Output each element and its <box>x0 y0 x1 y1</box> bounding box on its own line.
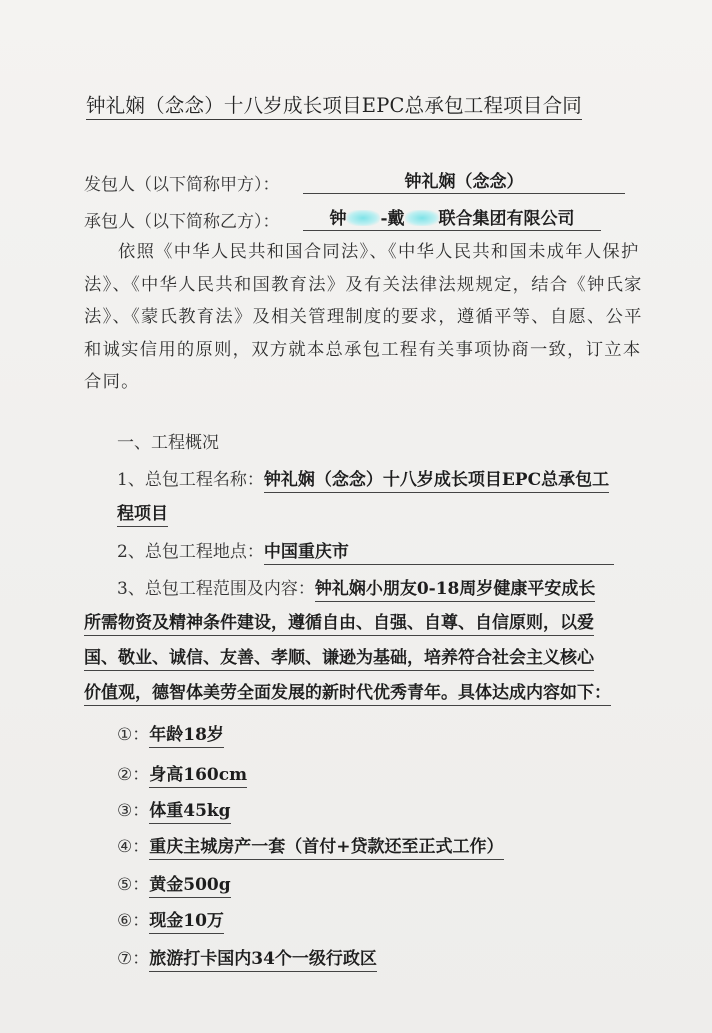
redaction-blur <box>346 210 380 226</box>
project-name-value-cont: 程项目 <box>117 504 168 527</box>
deliverable-item <box>117 760 247 785</box>
deliverable-item <box>117 906 224 931</box>
project-name-row-cont <box>117 499 168 524</box>
project-scope-row-2 <box>84 608 594 633</box>
section-heading: 一、工程概况 <box>117 433 219 453</box>
deliverable-text: 年龄18岁 <box>149 725 224 748</box>
deliverable-marker: ③： <box>117 801 150 821</box>
deliverable-text: 重庆主城房产一套（首付+贷款还至正式工作） <box>149 837 503 860</box>
project-name-label: 1、总包工程名称： <box>117 470 264 490</box>
project-scope-row-4 <box>84 678 611 703</box>
party-a-label: 发包人（以下简称甲方）： <box>84 175 280 195</box>
deliverable-item <box>117 870 231 895</box>
deliverable-marker: ⑦： <box>117 949 150 969</box>
party-b-value-suffix: 联合集团有限公司 <box>438 209 575 229</box>
deliverable-marker: ⑥： <box>117 911 150 931</box>
deliverable-text: 现金10万 <box>149 911 224 934</box>
project-scope-label: 3、总包工程范围及内容： <box>117 579 315 599</box>
project-location-value: 中国重庆市 <box>264 537 614 565</box>
deliverable-marker: ⑤： <box>117 875 150 895</box>
project-scope-value: 钟礼娴小朋友0-18周岁健康平安成长 <box>315 579 596 602</box>
party-b-label: 承包人（以下简称乙方）： <box>84 212 280 232</box>
project-name-value: 钟礼娴（念念）十八岁成长项目EPC总承包工 <box>264 470 609 493</box>
project-location-label: 2、总包工程地点： <box>117 542 264 562</box>
deliverable-text: 黄金500g <box>149 875 230 898</box>
party-b-value-mid: -戴 <box>380 209 405 229</box>
project-scope-value-2: 所需物资及精神条件建设，遵循自由、自强、自尊、自信原则，以爱 <box>84 613 594 636</box>
deliverable-item <box>117 720 224 745</box>
redaction-blur <box>405 210 439 226</box>
deliverable-item <box>117 796 231 821</box>
project-scope-row-3 <box>84 643 594 668</box>
party-a-value: 钟礼娴（念念） <box>303 167 625 194</box>
project-scope-row <box>117 574 595 599</box>
project-scope-value-4: 价值观，德智体美劳全面发展的新时代优秀青年。具体达成内容如下： <box>84 683 611 706</box>
party-b-value <box>303 204 601 231</box>
deliverable-item <box>117 832 504 857</box>
deliverable-item <box>117 944 377 969</box>
deliverable-text: 身高160cm <box>149 765 247 788</box>
deliverable-marker: ②： <box>117 765 150 785</box>
project-scope-value-3: 国、敬业、诚信、友善、孝顺、谦逊为基础，培养符合社会主义核心 <box>84 648 594 671</box>
project-location-row <box>117 537 614 565</box>
preamble-paragraph: 依照《中华人民共和国合同法》、《中华人民共和国未成年人保护法》、《中华人民共和国教育法》及有关法律法规规定，结合《钟氏家法》、《蒙氏教育法》及相关管理制度的要求，遵循平等、自愿、公平和诚实信用的原则，双方就本总承包工程有关事项协商一致，订立本合同。 <box>84 242 643 392</box>
project-name-row <box>117 465 609 490</box>
party-b-value-prefix: 钟 <box>329 209 347 229</box>
deliverable-marker: ①： <box>117 725 150 745</box>
deliverable-marker: ④： <box>117 837 150 857</box>
contract-title: 钟礼娴（念念）十八岁成长项目EPC总承包工程项目合同 <box>86 90 582 120</box>
deliverable-text: 旅游打卡国内34个一级行政区 <box>149 949 377 972</box>
deliverable-text: 体重45kg <box>149 801 230 824</box>
